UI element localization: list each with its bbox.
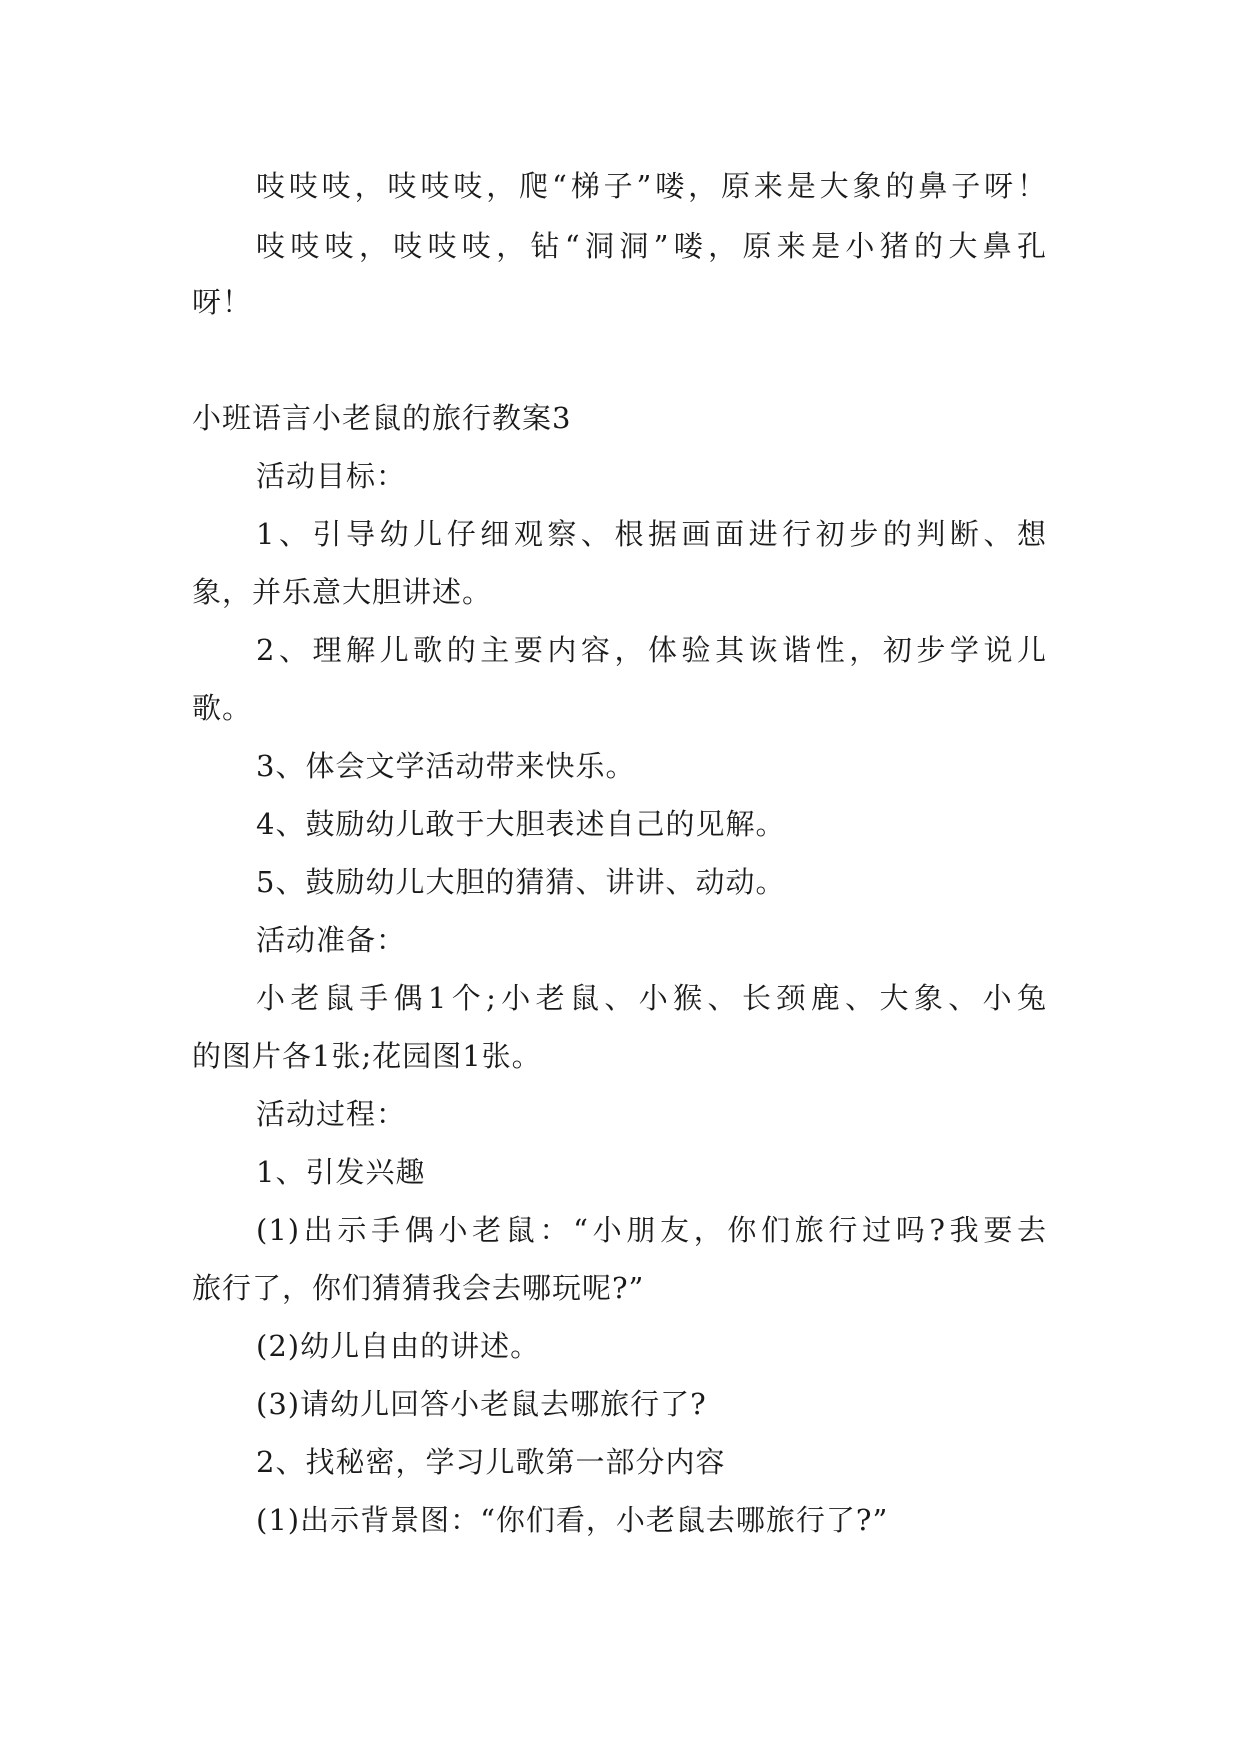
paragraph-line: (2)幼儿自由的讲述。 (256, 1329, 541, 1363)
section-heading: 活动过程： (256, 1097, 407, 1131)
section-heading: 活动目标： (256, 459, 407, 493)
paragraph-line: 歌。 (192, 691, 253, 725)
paragraph-line: 呀！ (192, 285, 253, 319)
section-heading: 活动准备： (256, 923, 407, 957)
paragraph-line: 1、引发兴趣 (256, 1155, 426, 1189)
paragraph-line: 吱吱吱，吱吱吱，爬“梯子”喽，原来是大象的鼻子呀！ (256, 169, 1047, 203)
paragraph-line: 5、鼓励幼儿大胆的猜猜、讲讲、动动。 (256, 865, 786, 899)
paragraph-line: 旅行了，你们猜猜我会去哪玩呢?” (192, 1271, 645, 1305)
paragraph-line: (1)出示手偶小老鼠：“小朋友，你们旅行过吗?我要去 (256, 1213, 1047, 1247)
paragraph-line: 3、体会文学活动带来快乐。 (256, 749, 636, 783)
paragraph-line: 象，并乐意大胆讲述。 (192, 575, 493, 609)
section-title: 小班语言小老鼠的旅行教案3 (192, 401, 572, 435)
paragraph-line: 4、鼓励幼儿敢于大胆表述自己的见解。 (256, 807, 786, 841)
paragraph-line: 2、找秘密，学习儿歌第一部分内容 (256, 1445, 726, 1479)
paragraph-line: (3)请幼儿回答小老鼠去哪旅行了? (256, 1387, 707, 1421)
paragraph-line: 的图片各1张;花园图1张。 (192, 1039, 542, 1073)
paragraph-line: (1)出示背景图：“你们看，小老鼠去哪旅行了?” (256, 1503, 889, 1537)
paragraph-line: 小老鼠手偶1个;小老鼠、小猴、长颈鹿、大象、小兔 (256, 981, 1047, 1015)
paragraph-line: 吱吱吱，吱吱吱，钻“洞洞”喽，原来是小猪的大鼻孔 (256, 229, 1047, 263)
paragraph-line: 1、引导幼儿仔细观察、根据画面进行初步的判断、想 (256, 517, 1047, 551)
paragraph-line: 2、理解儿歌的主要内容，体验其诙谐性，初步学说儿 (256, 633, 1047, 667)
